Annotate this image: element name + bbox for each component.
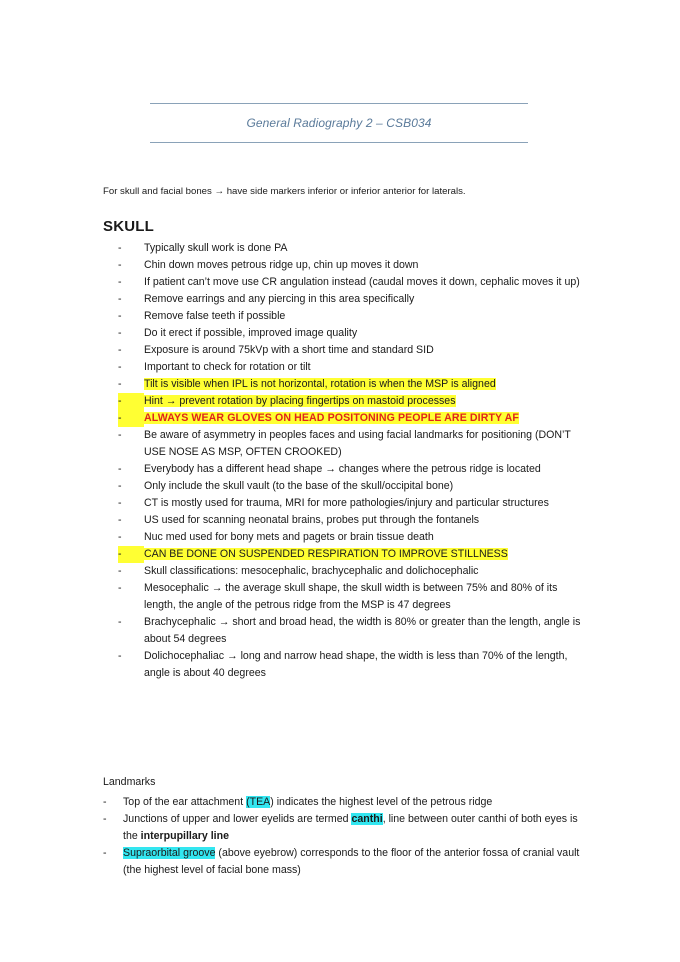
bullet-dash: - <box>118 259 122 271</box>
bullet-dash: - <box>118 276 122 288</box>
highlighted-term-supraorbital-groove: Supraorbital groove <box>123 847 216 859</box>
bullet-dash: - <box>103 796 107 808</box>
list-item: - Top of the ear attachment (TEA) indicates the highest level of the petrous ridge <box>103 794 583 811</box>
list-item: - Junctions of upper and lower eyelids are termed canthi, line between outer canthi of both eyes is the interpupillary line <box>103 811 583 845</box>
bullet-dash: - <box>118 531 122 543</box>
list-item: - Remove false teeth if possible <box>118 308 588 325</box>
bullet-dash: - <box>118 565 122 577</box>
list-item: - Dolichocephaliac → long and narrow head shape, the width is less than 70% of the length, angle is about 40 degrees <box>118 648 588 682</box>
list-item: - Typically skull work is done PA <box>118 240 588 257</box>
bullet-dash: - <box>118 463 122 475</box>
list-item: - US used for scanning neonatal brains, probes put through the fontanels <box>118 512 588 529</box>
document-title: General Radiography 2 – CSB034 <box>246 116 432 130</box>
bullet-dash: - <box>118 514 122 526</box>
bullet-dash: - <box>118 242 122 254</box>
alert-text: ALWAYS WEAR GLOVES ON HEAD POSITONING PEOPLE ARE DIRTY AF <box>144 412 519 424</box>
section-heading-landmarks: Landmarks <box>103 776 156 788</box>
list-item: - Exposure is around 75kVp with a short time and standard SID <box>118 342 588 359</box>
list-item: - Skull classifications: mesocephalic, brachycephalic and dolichocephalic <box>118 563 588 580</box>
list-item: - Be aware of asymmetry in peoples faces and using facial landmarks for positioning (DON’T USE NOSE AS MSP, OFTEN CROOKED) <box>118 427 588 461</box>
bullet-dash: - <box>118 310 122 322</box>
bullet-dash: - <box>118 650 122 662</box>
highlighted-text: Hint → prevent rotation by placing fingertips on mastoid processes <box>144 395 456 407</box>
list-item: - Important to check for rotation or tilt <box>118 359 588 376</box>
bold-term-interpupillary-line: interpupillary line <box>140 830 229 842</box>
bullet-dash: - <box>103 813 107 825</box>
bullet-dash: - <box>118 327 122 339</box>
list-item: - Everybody has a different head shape → changes where the petrous ridge is located <box>118 461 588 478</box>
section-heading-skull: SKULL <box>103 218 154 235</box>
list-item: - Remove earrings and any piercing in this area specifically <box>118 291 588 308</box>
list-item: - Brachycephalic → short and broad head, the width is 80% or greater than the length, angle is about 54 degrees <box>118 614 588 648</box>
bullet-dash: - <box>118 378 122 390</box>
list-item: - Nuc med used for bony mets and pagets or brain tissue death <box>118 529 588 546</box>
skull-list <box>118 240 588 682</box>
highlighted-text: Tilt is visible when IPL is not horizontal, rotation is when the MSP is aligned <box>144 378 496 390</box>
list-item: - Chin down moves petrous ridge up, chin up moves it down <box>118 257 588 274</box>
list-item-highlighted <box>118 546 588 563</box>
list-item-highlighted <box>118 393 588 410</box>
bullet-dash: - <box>118 582 122 594</box>
bullet-dash: - <box>118 361 122 373</box>
bullet-dash: - <box>118 546 144 563</box>
list-item-alert <box>118 410 588 427</box>
bullet-dash: - <box>118 497 122 509</box>
bullet-dash: - <box>118 429 122 441</box>
header-top-rule <box>150 103 528 104</box>
highlighted-term-canthi: canthi <box>351 813 383 825</box>
bullet-dash: - <box>118 616 122 628</box>
list-item: - If patient can’t move use CR angulation instead (caudal moves it down, cephalic moves it up) <box>118 274 588 291</box>
list-item-highlighted <box>118 376 588 393</box>
bullet-dash: - <box>103 847 107 859</box>
header-bottom-rule <box>150 142 528 143</box>
bullet-dash: - <box>118 293 122 305</box>
highlighted-text: CAN BE DONE ON SUSPENDED RESPIRATION TO IMPROVE STILLNESS <box>144 548 508 560</box>
list-item: - CT is mostly used for trauma, MRI for more pathologies/injury and particular structures <box>118 495 588 512</box>
bullet-dash: - <box>118 410 144 427</box>
highlighted-term-tea: (TEA <box>246 796 271 808</box>
intro-paragraph: For skull and facial bones → have side markers inferior or inferior anterior for laterals. <box>103 186 466 197</box>
bullet-dash: - <box>118 480 122 492</box>
list-item: - Do it erect if possible, improved image quality <box>118 325 588 342</box>
bullet-dash: - <box>118 344 122 356</box>
landmarks-list <box>103 794 583 879</box>
list-item: - Supraorbital groove (above eyebrow) corresponds to the floor of the anterior fossa of cranial vault (the highest level of facial bone mass) <box>103 845 583 879</box>
bullet-dash: - <box>118 393 144 410</box>
list-item: - Only include the skull vault (to the base of the skull/occipital bone) <box>118 478 588 495</box>
list-item: - Mesocephalic → the average skull shape, the skull width is between 75% and 80% of its length, the angle of the petrous ridge from the MSP is 47 degrees <box>118 580 588 614</box>
